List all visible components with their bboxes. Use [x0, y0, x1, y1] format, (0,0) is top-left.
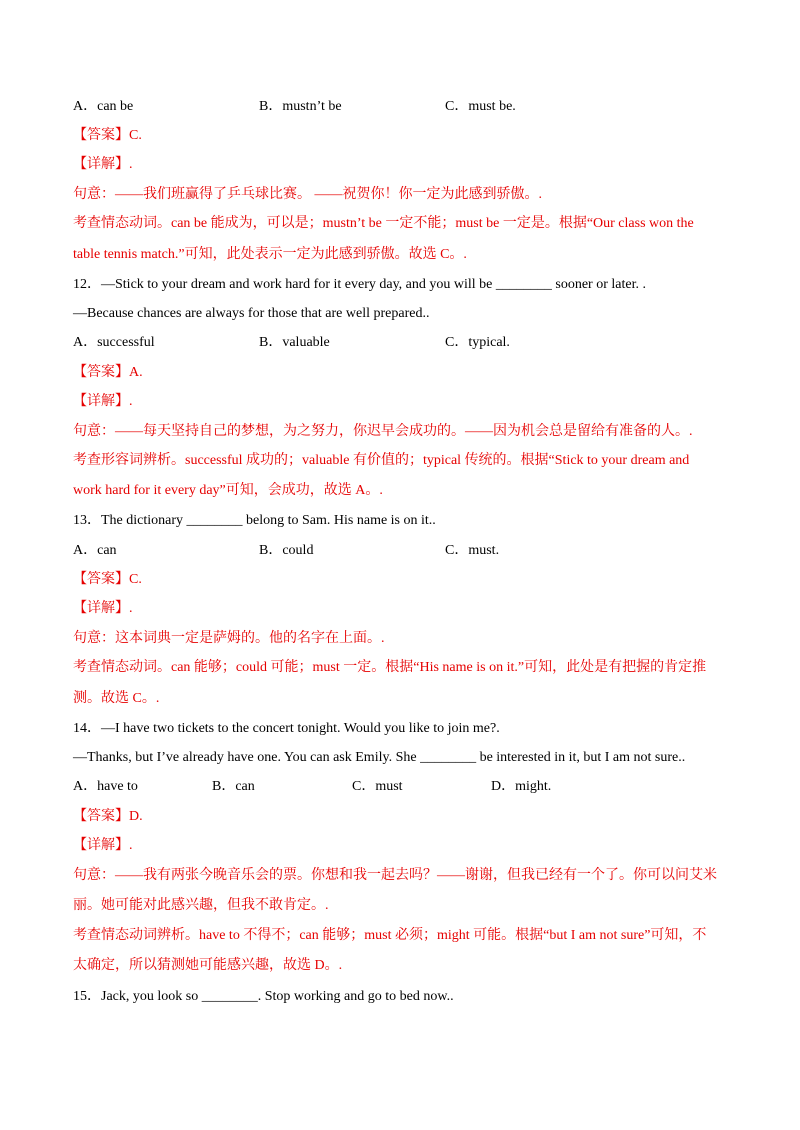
q14-stem-2: —Thanks, but I’ve already have one. You can ask Emily. She ________ be interested in it, but I am not sure..	[73, 750, 686, 765]
q14-option-d: D．might.	[491, 779, 552, 794]
q14-stem-1: 14．—I have two tickets to the concert tonight. Would you like to join me?.	[73, 721, 500, 736]
q14-option-c: C．must	[352, 779, 403, 794]
q13-option-b: B．could	[259, 543, 314, 558]
q14-detail-label: 【详解】.	[73, 838, 133, 853]
q12-option-c: C．typical.	[445, 335, 510, 350]
q13-detail-label: 【详解】.	[73, 601, 133, 616]
q14-option-a: A．have to	[73, 779, 138, 794]
q12-meaning: 句意：——每天坚持自己的梦想，为之努力，你迟早会成功的。——因为机会总是留给有准备的人。.	[73, 424, 693, 439]
q11-option-a: A．can be	[73, 99, 134, 114]
q12-analysis-1: 考查形容词辨析。successful 成功的；valuable 有价值的；typical 传统的。根据“Stick to your dream and	[73, 453, 690, 468]
q11-option-c: C．must be.	[445, 99, 516, 114]
q11-analysis-1: 考查情态动词。can be 能成为，可以是；mustn’t be 一定不能；must be 一定是。根据“Our class won the	[73, 216, 694, 231]
q13-answer: 【答案】C.	[73, 572, 142, 587]
q13-meaning: 句意：这本词典一定是萨姆的。他的名字在上面。.	[73, 631, 385, 646]
q13-stem-1: 13．The dictionary ________ belong to Sam. His name is on it..	[73, 513, 436, 528]
q14-option-b: B．can	[212, 779, 255, 794]
q14-analysis-1: 考查情态动词辨析。have to 不得不；can 能够；must 必须；might 可能。根据“but I am not sure”可知，不	[73, 928, 707, 943]
q12-option-b: B．valuable	[259, 335, 330, 350]
q15-stem-1: 15．Jack, you look so ________. Stop working and go to bed now..	[73, 989, 454, 1004]
q12-answer: 【答案】A.	[73, 365, 143, 380]
q11-analysis-2: table tennis match.”可知，此处表示一定为此感到骄傲。故选 C。.	[73, 247, 467, 262]
q14-meaning-2: 丽。她可能对此感兴趣，但我不敢肯定。.	[73, 898, 329, 913]
q14-analysis-2: 太确定，所以猜测她可能感兴趣，故选 D。.	[73, 958, 343, 973]
q12-detail-label: 【详解】.	[73, 394, 133, 409]
q13-option-a: A．can	[73, 543, 117, 558]
q12-analysis-2: work hard for it every day”可知，会成功，故选 A。.	[73, 483, 383, 498]
q13-analysis-2: 测。故选 C。.	[73, 691, 160, 706]
q13-option-c: C．must.	[445, 543, 500, 558]
q11-answer: 【答案】C.	[73, 128, 142, 143]
q12-stem-1: 12．—Stick to your dream and work hard for it every day, and you will be ________ sooner or later. .	[73, 277, 646, 292]
q12-stem-2: —Because chances are always for those that are well prepared..	[73, 306, 430, 321]
q11-detail-label: 【详解】.	[73, 157, 133, 172]
q14-meaning-1: 句意：——我有两张今晚音乐会的票。你想和我一起去吗？——谢谢，但我已经有一个了。你可以问艾米	[73, 868, 717, 883]
q11-meaning: 句意：——我们班赢得了乒乓球比赛。 ——祝贺你！你一定为此感到骄傲。.	[73, 187, 542, 202]
q14-answer: 【答案】D.	[73, 809, 143, 824]
q13-analysis-1: 考查情态动词。can 能够；could 可能；must 一定。根据“His name is on it.”可知，此处是有把握的肯定推	[73, 660, 707, 675]
q11-option-b: B．mustn’t be	[259, 99, 342, 114]
q12-option-a: A．successful	[73, 335, 155, 350]
